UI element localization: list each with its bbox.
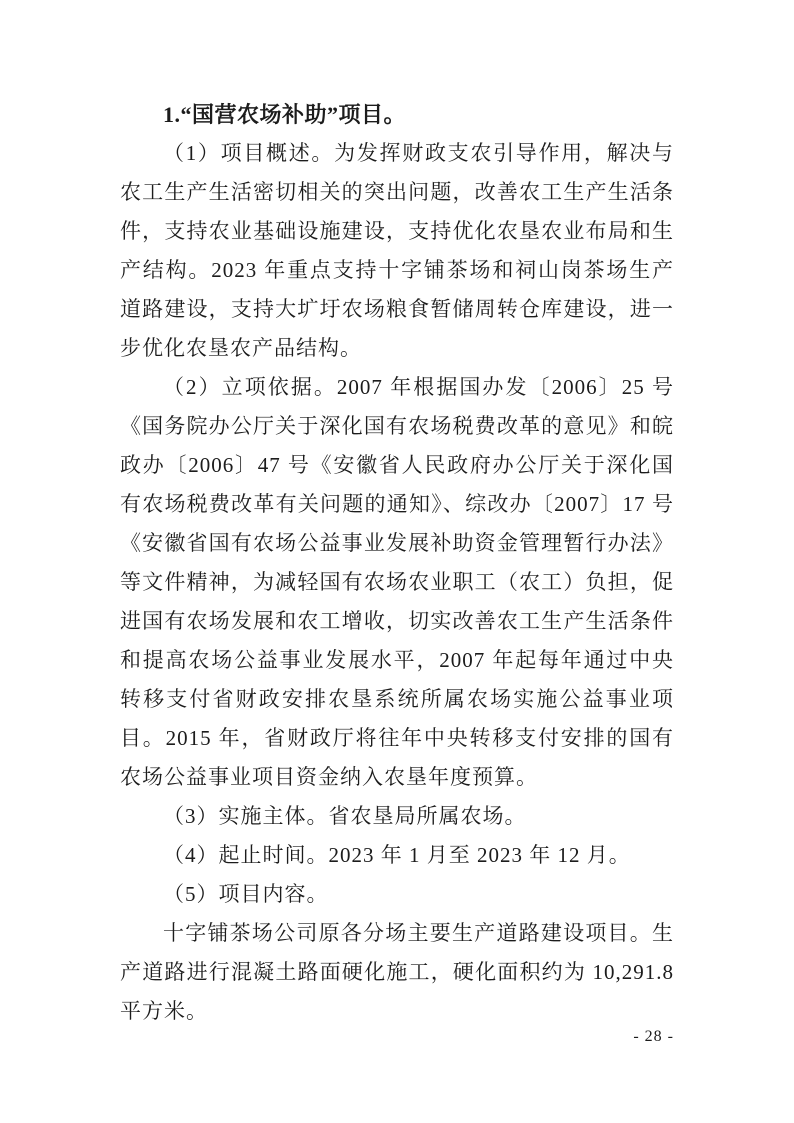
paragraph-project-content-detail: 十字铺茶场公司原各分场主要生产道路建设项目。生产道路进行混凝土路面硬化施工，硬化面积约为 10,291.8 平方米。 — [120, 921, 674, 1023]
paragraph-time-period: （4）起止时间。2023 年 1 月至 2023 年 12 月。 — [163, 843, 631, 867]
section-heading: 1.“国营农场补助”项目。 — [163, 102, 407, 127]
paragraph-project-basis: （2）立项依据。2007 年根据国办发〔2006〕25 号《国务院办公厅关于深化国有农场税费改革的意见》和皖政办〔2006〕47 号《安徽省人民政府办公厅关于深化国有农场税费改革有关问题的通知》、综改办〔2007〕17 号《安徽省国有农场公益事业发展补助资金管理暂行办法》等文件精神，为减轻国有农场农业职工（农工）负担，促进国有农场发展和农工增收，切实改善农工生产生活条件和提高农场公益事业发展水平，2007 年起每年通过中央转移支付省财政安排农垦系统所属农场实施公益事业项目。2015 年，省财政厅将往年中央转移支付安排的国有农场公益事业项目资金纳入农垦年度预算。 — [120, 375, 674, 789]
paragraph-project-overview: （1）项目概述。为发挥财政支农引导作用，解决与农工生产生活密切相关的突出问题，改善农工生产生活条件，支持农业基础设施建设，支持优化农垦农业布局和生产结构。2023 年重点支持十字铺茶场和祠山岗茶场生产道路建设，支持大圹圩农场粮食暂储周转仓库建设，进一步优化农垦农产品结构。 — [120, 141, 674, 360]
page-number: - 28 - — [633, 1028, 674, 1045]
paragraph-implementing-entity: （3）实施主体。省农垦局所属农场。 — [163, 804, 527, 828]
paragraph-project-content-label: （5）项目内容。 — [163, 882, 329, 906]
document-body — [120, 95, 674, 1031]
